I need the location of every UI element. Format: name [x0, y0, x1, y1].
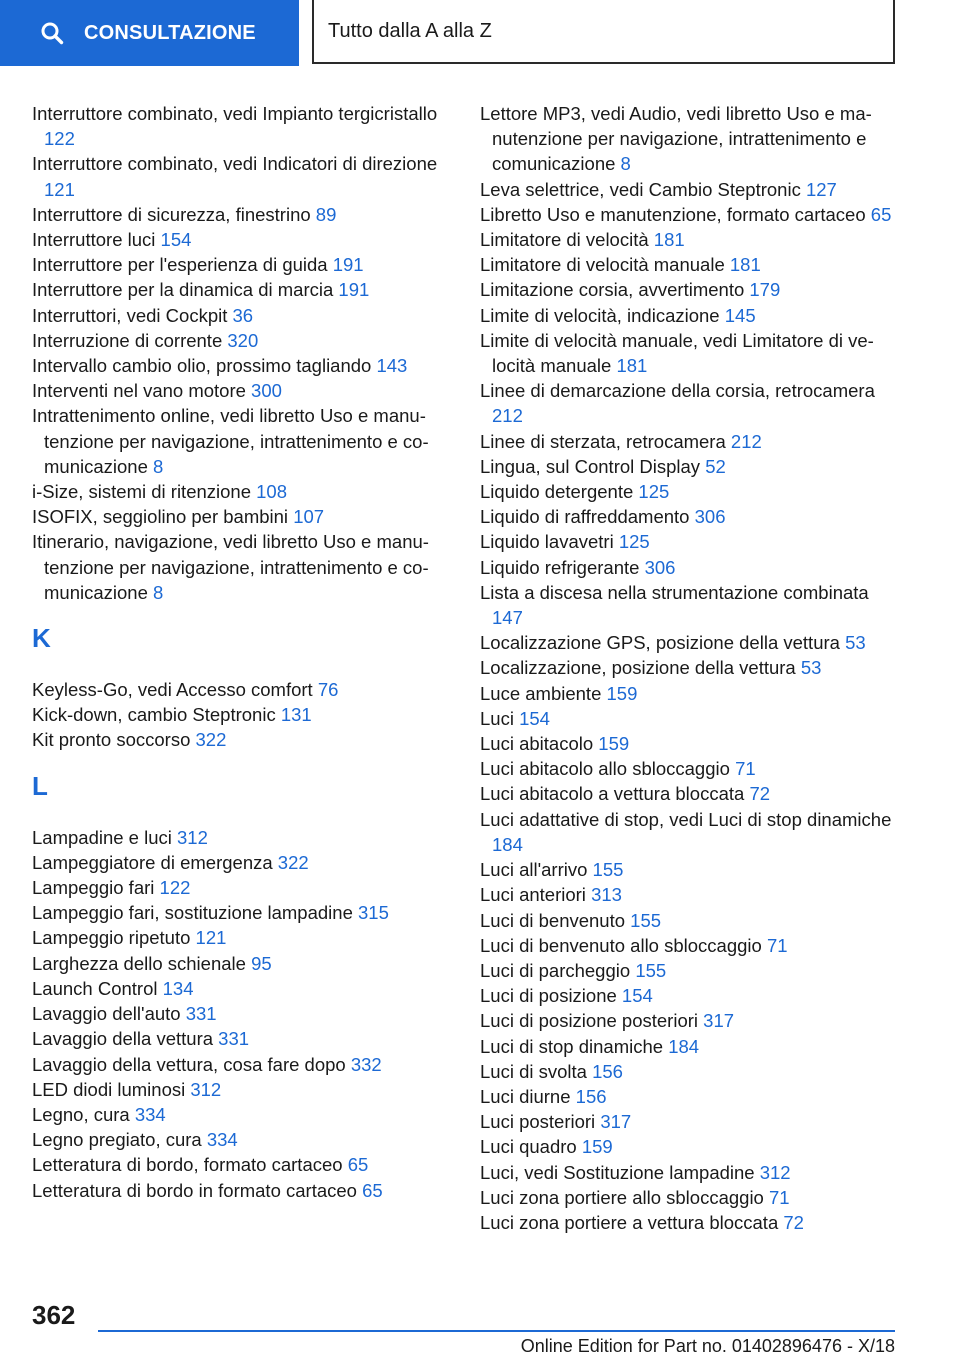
index-entry-term: Lista a discesa nella strumentazione combinata: [480, 581, 869, 603]
page-reference-link[interactable]: 156: [592, 1060, 623, 1082]
page-reference-link[interactable]: 147: [492, 607, 523, 629]
page-reference-link[interactable]: 306: [644, 556, 676, 578]
index-entry-term: Luci di posizione: [480, 985, 617, 1007]
index-entry-term: ISOFIX, seggiolino per bambini: [32, 506, 289, 528]
page-reference-link[interactable]: 125: [638, 481, 670, 503]
chapter-title-text: Tutto dalla A alla Z: [328, 19, 492, 42]
footer-divider: [98, 1330, 895, 1332]
page-reference-link[interactable]: 322: [195, 729, 227, 751]
page-reference-link[interactable]: 134: [162, 977, 194, 999]
index-entry: [32, 504, 442, 529]
index-entry: [480, 1160, 892, 1185]
index-entry-term: Interruttore luci: [32, 229, 156, 251]
page-reference-link[interactable]: 8: [153, 581, 164, 603]
index-entry-term: Liquido di raffreddamento: [480, 506, 690, 528]
index-entry: [32, 403, 442, 479]
index-entry: [32, 976, 442, 1001]
page-reference-link[interactable]: 320: [227, 329, 259, 351]
index-entry: [32, 101, 442, 151]
index-entry-term: Interruttore per l'esperienza di guida: [32, 254, 328, 276]
index-entry-term: Luci: [480, 707, 514, 729]
page-reference-link[interactable]: 95: [251, 952, 272, 974]
index-entry: [32, 227, 442, 252]
page-reference-link[interactable]: 332: [350, 1053, 382, 1075]
index-entry-term: Interruttore combinato, vedi Indicatori di direzione: [32, 153, 438, 175]
section-tab-consultazione[interactable]: [0, 0, 299, 66]
index-entry-term: Luce ambiente: [480, 682, 602, 704]
index-entry: [32, 1102, 442, 1127]
index-entry-term: Luci abitacolo allo sbloccaggio: [480, 758, 730, 780]
index-entry-term: Limitazione corsia, avvertimento: [480, 279, 745, 301]
index-entry: [32, 277, 442, 302]
index-entry: [480, 378, 892, 428]
index-letter-heading: K: [32, 623, 51, 654]
index-entry-term: Limite di velocità, indicazione: [480, 304, 720, 326]
index-entry-term: Legno pregiato, cura: [32, 1129, 202, 1151]
index-entry: [480, 504, 892, 529]
index-entry-term: Kick-down, cambio Steptronic: [32, 704, 276, 726]
index-entry: [480, 1109, 892, 1134]
index-entry-term: Luci zona portiere allo sbloccaggio: [480, 1186, 764, 1208]
page-reference-link[interactable]: 156: [575, 1085, 607, 1107]
index-entry: [480, 101, 892, 177]
index-entry-term: Luci adattative di stop, vedi Luci di stop dinamiche: [480, 808, 892, 830]
index-entry: [480, 681, 892, 706]
index-entry-term: Luci posteriori: [480, 1111, 596, 1133]
search-icon: [40, 21, 64, 45]
page-reference-link[interactable]: 8: [153, 455, 164, 477]
page-reference-link[interactable]: 315: [358, 902, 389, 924]
index-entry-term: Luci abitacolo: [480, 733, 594, 755]
index-entry-term: Legno, cura: [32, 1103, 130, 1125]
section-label: CONSULTAZIONE: [84, 21, 256, 44]
index-entry: [32, 303, 442, 328]
page-reference-link[interactable]: 154: [519, 707, 550, 729]
page-reference-link[interactable]: 143: [376, 355, 408, 377]
page-reference-link[interactable]: 71: [766, 934, 788, 956]
index-entry: [480, 1134, 892, 1159]
index-entry: [480, 756, 892, 781]
index-entry-term: Lampeggiatore di emergenza: [32, 851, 273, 873]
page-reference-link[interactable]: 72: [783, 1211, 804, 1233]
index-entry: [480, 529, 892, 554]
index-entry: [480, 227, 892, 252]
index-entry: [480, 706, 892, 731]
page-reference-link[interactable]: 72: [749, 783, 771, 805]
page-reference-link[interactable]: 154: [160, 229, 192, 251]
index-entry-term: LED diodi luminosi: [32, 1078, 186, 1100]
index-entry: [32, 875, 442, 900]
index-entry: [32, 900, 442, 925]
page-reference-link[interactable]: 313: [591, 884, 622, 906]
index-entry-term: Liquido detergente: [480, 481, 634, 503]
page-reference-link[interactable]: 155: [630, 909, 662, 931]
index-entry-term: Luci di posizione posteriori: [480, 1010, 699, 1032]
page-reference-link[interactable]: 312: [177, 826, 208, 848]
index-entry-term: Liquido refrigerante: [480, 556, 640, 578]
page-reference-link[interactable]: 53: [800, 657, 822, 679]
page-reference-link[interactable]: 121: [195, 927, 227, 949]
index-entry-term: Luci all'arrivo: [480, 859, 588, 881]
page-reference-link[interactable]: 306: [694, 506, 726, 528]
index-entry: [32, 1077, 442, 1102]
index-letter-heading: L: [32, 770, 48, 801]
index-entry: [480, 1008, 892, 1033]
index-entry: [480, 655, 892, 680]
page-reference-link[interactable]: 312: [190, 1078, 222, 1100]
index-entry: [32, 1052, 442, 1077]
page-reference-link[interactable]: 8: [620, 153, 631, 175]
index-entry-term: Libretto Uso e manutenzione, formato cartaceo: [480, 203, 866, 225]
index-entry: [480, 454, 892, 479]
index-entry: [32, 951, 442, 976]
page-reference-link[interactable]: 65: [347, 1154, 369, 1176]
chapter-title: [312, 0, 895, 64]
index-entry-term: Interruttore per la dinamica di marcia: [32, 279, 334, 301]
page-reference-link[interactable]: 154: [621, 985, 653, 1007]
page-reference-link[interactable]: 76: [317, 679, 339, 701]
index-entry: [480, 983, 892, 1008]
index-entry-term: Interruttore di sicurezza, finestrino: [32, 203, 311, 225]
page-reference-link[interactable]: 300: [251, 380, 282, 402]
index-entry: [32, 202, 442, 227]
index-entry: [480, 781, 892, 806]
page-reference-link[interactable]: 191: [332, 254, 364, 276]
index-entry-term: Luci zona portiere a vettura bloccata: [480, 1211, 779, 1233]
index-entry-term: Interruttori, vedi Cockpit: [32, 304, 228, 326]
page-reference-link[interactable]: 71: [735, 758, 756, 780]
index-entry: [480, 177, 892, 202]
page-reference-link[interactable]: 145: [724, 304, 756, 326]
index-entry-term: Lavaggio dell'auto: [32, 1003, 181, 1025]
index-entry: [480, 908, 892, 933]
index-entry: [480, 630, 892, 655]
page-reference-link[interactable]: 121: [44, 178, 75, 200]
index-entry: [32, 677, 442, 702]
index-entry-term: Interruzione di corrente: [32, 329, 223, 351]
index-entry-term: Larghezza dello schienale: [32, 952, 246, 974]
index-column-right: [480, 101, 892, 1235]
index-entry: [32, 1127, 442, 1152]
index-entry: [32, 702, 442, 727]
index-entry-term: Localizzazione, posizione della vettura: [480, 657, 796, 679]
edition-footer: Online Edition for Part no. 01402896476 - X/18: [520, 1336, 895, 1356]
index-entry: [480, 303, 892, 328]
index-entry-term: Luci anteriori: [480, 884, 586, 906]
index-entry-term: Luci di benvenuto allo sbloccaggio: [480, 934, 762, 956]
page-reference-link[interactable]: 334: [134, 1103, 166, 1125]
index-entry: [32, 529, 442, 605]
page-reference-link[interactable]: 179: [749, 279, 781, 301]
page-reference-link[interactable]: 71: [768, 1186, 790, 1208]
index-entry: [480, 1034, 892, 1059]
index-entry: [480, 807, 892, 857]
page-reference-link[interactable]: 184: [492, 833, 523, 855]
index-entry: [32, 825, 442, 850]
index-entry-term: Lavaggio della vettura, cosa fare dopo: [32, 1053, 346, 1075]
page-reference-link[interactable]: 53: [845, 632, 866, 654]
index-entry: [480, 1185, 892, 1210]
index-entry-term: Letteratura di bordo, formato cartaceo: [32, 1154, 343, 1176]
index-entry: [480, 857, 892, 882]
page-reference-link[interactable]: 159: [598, 733, 630, 755]
index-entry: [480, 1084, 892, 1109]
page-reference-link[interactable]: 155: [592, 859, 624, 881]
index-entry: [480, 958, 892, 983]
index-entry: [32, 727, 442, 752]
page-reference-link[interactable]: 191: [338, 279, 370, 301]
index-entry-term: Kit pronto soccorso: [32, 729, 191, 751]
page-reference-link[interactable]: 331: [218, 1028, 250, 1050]
index-entry: [480, 202, 892, 227]
index-entry-term: Lampeggio ripetuto: [32, 927, 191, 949]
index-entry-term: Intervallo cambio olio, prossimo tagliando: [32, 355, 372, 377]
index-entry-term: Keyless-Go, vedi Accesso comfort: [32, 679, 313, 701]
page-reference-link[interactable]: 317: [600, 1111, 632, 1133]
index-entry: [32, 328, 442, 353]
page-reference-link[interactable]: 331: [185, 1003, 217, 1025]
index-entry-term: Letteratura di bordo in formato cartaceo: [32, 1179, 357, 1201]
index-entry: [32, 850, 442, 875]
page-reference-link[interactable]: 212: [492, 405, 523, 427]
page-reference-link[interactable]: 317: [703, 1010, 735, 1032]
page-reference-link[interactable]: 155: [635, 959, 667, 981]
index-entry-term: Interruttore combinato, vedi Impianto tergicristallo: [32, 103, 438, 124]
page-number: 362: [32, 1300, 76, 1330]
page-reference-link[interactable]: 107: [293, 506, 325, 528]
index-entry: [480, 328, 892, 378]
index-entry: [32, 252, 442, 277]
index-entry: [480, 882, 892, 907]
index-entry-term: Lettore MP3, vedi Audio, vedi libretto Uso e manutenzione per navigazione, intrattenimento e comunicazione: [480, 103, 872, 175]
page-reference-link[interactable]: 65: [362, 1179, 383, 1201]
page-reference-link[interactable]: 159: [581, 1136, 613, 1158]
page-reference-link[interactable]: 127: [805, 178, 837, 200]
index-entry: [32, 151, 442, 201]
index-entry-term: Luci diurne: [480, 1085, 571, 1107]
index-entry-term: Luci di svolta: [480, 1060, 587, 1082]
index-entry-term: Luci quadro: [480, 1136, 577, 1158]
page-reference-link[interactable]: 181: [653, 229, 685, 251]
index-entry: [32, 1178, 442, 1203]
index-entry-term: Limite di velocità manuale, vedi Limitatore di velocità manuale: [480, 329, 874, 377]
page-reference-link[interactable]: 125: [618, 531, 650, 553]
page-reference-link[interactable]: 65: [870, 203, 892, 225]
index-entry: [32, 378, 442, 403]
page-reference-link[interactable]: 322: [277, 851, 309, 873]
page-reference-link[interactable]: 131: [280, 704, 312, 726]
index-entry-term: Launch Control: [32, 977, 158, 999]
index-entry-term: Lampeggio fari, sostituzione lampadine: [32, 902, 353, 924]
index-entry: [480, 1210, 892, 1235]
index-entry-term: Limitatore di velocità: [480, 229, 649, 251]
index-entry-term: Lavaggio della vettura: [32, 1028, 214, 1050]
index-entry-term: Leva selettrice, vedi Cambio Steptronic: [480, 178, 801, 200]
index-entry: [32, 925, 442, 950]
page-reference-link[interactable]: 312: [759, 1161, 791, 1183]
index-entry-term: Intrattenimento online, vedi libretto Uso e manutenzione per navigazione, intrattenimento e comunicazione: [32, 405, 429, 477]
index-entry: [32, 1001, 442, 1026]
index-entry-term: Lampeggio fari: [32, 877, 155, 899]
page-reference-link[interactable]: 184: [668, 1035, 700, 1057]
page-reference-link[interactable]: 89: [315, 203, 337, 225]
page-reference-link[interactable]: 334: [206, 1129, 238, 1151]
index-entry: [480, 1059, 892, 1084]
index-entry: [32, 353, 442, 378]
index-entry-term: Luci di stop dinamiche: [480, 1035, 664, 1057]
index-entry-term: Itinerario, navigazione, vedi libretto Uso e manutenzione per navigazione, intrattenimento e comunicazione: [32, 531, 429, 603]
page-reference-link[interactable]: 212: [730, 430, 762, 452]
index-entry-term: i-Size, sistemi di ritenzione: [32, 481, 251, 503]
index-entry-term: Liquido lavavetri: [480, 531, 614, 553]
index-entry: [480, 479, 892, 504]
page-reference-link[interactable]: 122: [159, 877, 191, 899]
index-entry-term: Limitatore di velocità manuale: [480, 254, 725, 276]
index-entry-term: Lingua, sul Control Display: [480, 455, 701, 477]
index-entry-term: Luci di parcheggio: [480, 959, 631, 981]
index-entry: [480, 580, 892, 630]
index-entry-term: Lampadine e luci: [32, 826, 172, 848]
index-entry-term: Localizzazione GPS, posizione della vettura: [480, 632, 840, 654]
index-entry-term: Luci abitacolo a vettura bloccata: [480, 783, 745, 805]
index-entry: [32, 1026, 442, 1051]
page-reference-link[interactable]: 52: [705, 455, 726, 477]
page-reference-link[interactable]: 108: [256, 481, 288, 503]
page-reference-link[interactable]: 181: [729, 254, 761, 276]
index-entry: [480, 933, 892, 958]
index-entry: [480, 252, 892, 277]
index-entry-term: Luci, vedi Sostituzione lampadine: [480, 1161, 755, 1183]
page-reference-link[interactable]: 122: [44, 128, 75, 150]
page-reference-link[interactable]: 181: [616, 355, 648, 377]
index-entry-term: Linee di sterzata, retrocamera: [480, 430, 726, 452]
index-entry-term: Linee di demarcazione della corsia, retrocamera: [480, 380, 875, 402]
page-reference-link[interactable]: 36: [232, 304, 254, 326]
index-entry: [480, 429, 892, 454]
index-entry: [480, 555, 892, 580]
index-entry: [480, 277, 892, 302]
index-entry-term: Luci di benvenuto: [480, 909, 626, 931]
page-reference-link[interactable]: 159: [606, 682, 638, 704]
index-entry-term: Interventi nel vano motore: [32, 380, 246, 402]
index-entry: [480, 731, 892, 756]
index-entry: [32, 479, 442, 504]
index-entry: [32, 1152, 442, 1177]
index-column-left: [32, 101, 442, 1203]
